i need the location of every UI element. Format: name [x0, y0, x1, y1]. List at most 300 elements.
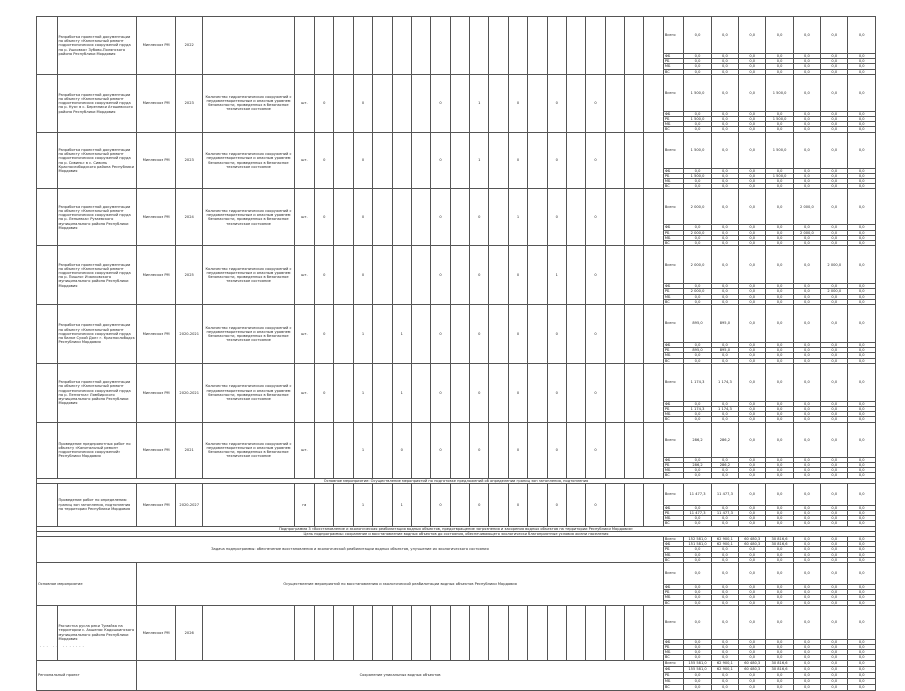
finance-value-cell: 0,0: [684, 17, 711, 54]
finance-value-cell: 0,0: [766, 672, 793, 678]
finance-source-cell: РБ: [663, 407, 684, 412]
indicator-value-cell: 0: [586, 363, 605, 422]
finance-value-cell: 0,0: [711, 516, 738, 521]
finance-value-cell: 0,0: [739, 54, 766, 59]
finance-source-cell: РБ: [663, 462, 684, 467]
finance-value-cell: 0,0: [848, 69, 876, 74]
row-number-cell: [37, 483, 58, 526]
finance-value-cell: 0,0: [739, 127, 766, 132]
finance-value-cell: 0,0: [739, 64, 766, 69]
finance-value-cell: 0,0: [711, 111, 738, 116]
finance-value-cell: 62 900,1: [711, 536, 738, 541]
finance-value-cell: 0,0: [684, 684, 711, 690]
finance-source-cell: МБ: [663, 678, 684, 684]
finance-source-cell: РБ: [663, 644, 684, 649]
finance-value-cell: 0,0: [848, 672, 876, 678]
finance-source-cell: ВС: [663, 358, 684, 363]
finance-value-cell: 0,0: [711, 64, 738, 69]
finance-value-cell: 0,0: [766, 407, 793, 412]
finance-value-cell: 30 816,6: [766, 542, 793, 547]
finance-source-cell: ВС: [663, 684, 684, 690]
empty-cell: [334, 74, 353, 132]
empty-cell: [373, 305, 392, 364]
finance-value-cell: 0,0: [684, 584, 711, 589]
finance-source-cell: МБ: [663, 235, 684, 240]
empty-cell: [334, 17, 353, 75]
finance-value-cell: 0,0: [766, 122, 793, 127]
indicator-value-cell: [586, 17, 605, 75]
empty-cell: [625, 246, 644, 305]
empty-cell: [334, 132, 353, 189]
empty-cell: [334, 483, 353, 526]
finance-value-cell: 0,0: [793, 358, 820, 363]
finance-value-cell: 0,0: [848, 353, 876, 358]
indicator-value-cell: 0: [547, 363, 566, 422]
finance-value-cell: 0,0: [793, 401, 820, 406]
indicator-value-cell: 0: [431, 305, 450, 364]
finance-value-cell: 0,0: [711, 468, 738, 473]
finance-value-cell: 0,0: [793, 562, 820, 584]
regional-project-text: Сохранение уникальных водных объектов: [137, 660, 664, 690]
finance-source-cell: ВС: [663, 127, 684, 132]
finance-value-cell: 0,0: [766, 684, 793, 690]
indicator-value-cell: [353, 605, 372, 660]
finance-value-cell: 0,0: [684, 562, 711, 584]
finance-value-cell: 0,0: [684, 521, 711, 526]
finance-value-cell: 0,0: [821, 473, 848, 478]
finance-value-cell: 0,0: [793, 684, 820, 690]
finance-value-cell: 0,0: [821, 299, 848, 304]
finance-value-cell: 0,0: [766, 54, 793, 59]
finance-value-cell: 0,0: [684, 644, 711, 649]
finance-value-cell: 0,0: [739, 299, 766, 304]
finance-value-cell: 0,0: [739, 584, 766, 589]
finance-source-cell: ВС: [663, 600, 684, 605]
subprogram-goal: Цель подпрограммы: сохранение и восстановление водных объектов до состояния, обеспечивающего экологически благоприятные условия жизни населения: [37, 531, 876, 536]
finance-value-cell: 0,0: [684, 552, 711, 557]
finance-value-cell: 0,0: [793, 17, 820, 54]
finance-value-cell: 0,0: [711, 235, 738, 240]
finance-source-cell: ФБ: [663, 343, 684, 348]
finance-value-cell: 0,0: [739, 348, 766, 353]
indicator-value-cell: [470, 17, 489, 75]
finance-value-cell: 895,0: [684, 348, 711, 353]
year-cell: 2023: [176, 74, 203, 132]
finance-value-cell: 1 500,0: [684, 173, 711, 178]
finance-value-cell: 0,0: [793, 666, 820, 672]
unit-cell: шт.: [294, 189, 315, 246]
finance-value-cell: 0,0: [821, 639, 848, 644]
empty-cell: [411, 74, 430, 132]
finance-value-cell: 0,0: [793, 122, 820, 127]
finance-source-cell: РБ: [663, 348, 684, 353]
indicator-value-cell: 0: [586, 246, 605, 305]
finance-value-cell: 0,0: [739, 457, 766, 462]
finance-value-cell: 0,0: [739, 422, 766, 457]
finance-value-cell: 0,0: [848, 536, 876, 541]
indicator-value-cell: 0: [470, 422, 489, 478]
finance-value-cell: 11 477,3: [684, 510, 711, 515]
finance-value-cell: 0,0: [848, 17, 876, 54]
finance-value-cell: 0,0: [793, 678, 820, 684]
finance-value-cell: 0,0: [766, 348, 793, 353]
finance-value-cell: 0,0: [711, 557, 738, 562]
finance-value-cell: 0,0: [766, 590, 793, 595]
finance-value-cell: 0,0: [821, 363, 848, 401]
indicator-cell: [203, 17, 294, 75]
finance-source-cell: Всего: [663, 536, 684, 541]
empty-cell: [566, 132, 585, 189]
indicator-value-cell: 0: [431, 189, 450, 246]
indicator-value-cell: 0: [431, 483, 450, 526]
finance-value-cell: 0,0: [793, 64, 820, 69]
finance-value-cell: 0,0: [793, 173, 820, 178]
empty-cell: [411, 305, 430, 364]
empty-cell: [644, 363, 663, 422]
finance-source-cell: ВС: [663, 557, 684, 562]
finance-value-cell: 0,0: [848, 289, 876, 294]
finance-value-cell: 286,2: [684, 462, 711, 467]
finance-value-cell: 0,0: [739, 516, 766, 521]
finance-value-cell: 0,0: [821, 542, 848, 547]
finance-value-cell: 0,0: [684, 241, 711, 246]
indicator-value-cell: 1: [470, 74, 489, 132]
finance-value-cell: 0,0: [848, 666, 876, 672]
finance-source-cell: ФБ: [663, 639, 684, 644]
empty-cell: [566, 605, 585, 660]
finance-value-cell: 0,0: [711, 289, 738, 294]
empty-cell: [566, 363, 585, 422]
finance-source-cell: ФБ: [663, 225, 684, 230]
finance-value-cell: 0,0: [848, 246, 876, 284]
finance-source-cell: МБ: [663, 595, 684, 600]
finance-value-cell: 0,0: [821, 483, 848, 505]
empty-cell: [528, 605, 547, 660]
finance-source-cell: ФБ: [663, 401, 684, 406]
finance-value-cell: 0,0: [848, 510, 876, 515]
indicator-value-cell: 0: [470, 189, 489, 246]
event-name-cell: Разработка проектной документации по объекту «Капитальный ремонт гидротехнических сооружений пруда на р. Ушковка» Зубово-Полянского района Республики Мордовия: [57, 17, 137, 75]
finance-value-cell: 0,0: [821, 69, 848, 74]
finance-value-cell: 0,0: [739, 605, 766, 639]
year-cell: 2021: [176, 422, 203, 478]
empty-cell: [528, 246, 547, 305]
empty-cell: [528, 17, 547, 75]
empty-cell: [625, 305, 644, 364]
table-row: [37, 536, 876, 541]
finance-value-cell: 0,0: [848, 422, 876, 457]
empty-cell: [625, 483, 644, 526]
table-row: [37, 562, 876, 584]
finance-value-cell: 0,0: [848, 600, 876, 605]
finance-value-cell: 0,0: [739, 401, 766, 406]
finance-value-cell: 0,0: [739, 468, 766, 473]
finance-value-cell: 0,0: [684, 639, 711, 644]
finance-value-cell: 0,0: [821, 584, 848, 589]
finance-value-cell: 0,0: [684, 590, 711, 595]
program-table: [36, 16, 876, 691]
finance-value-cell: 0,0: [848, 111, 876, 116]
finance-value-cell: 0,0: [793, 343, 820, 348]
finance-value-cell: 0,0: [821, 353, 848, 358]
finance-value-cell: 0,0: [793, 468, 820, 473]
unit-cell: га: [294, 483, 315, 526]
indicator-value-cell: 0: [586, 132, 605, 189]
finance-source-cell: ВС: [663, 241, 684, 246]
row-number-cell: [37, 363, 58, 422]
finance-value-cell: 0,0: [848, 401, 876, 406]
indicator-value-cell: [392, 189, 411, 246]
empty-cell: [489, 483, 508, 526]
finance-value-cell: 0,0: [821, 678, 848, 684]
finance-value-cell: 0,0: [821, 590, 848, 595]
finance-value-cell: 0,0: [821, 358, 848, 363]
finance-value-cell: 0,0: [684, 59, 711, 64]
finance-value-cell: 0,0: [739, 225, 766, 230]
finance-value-cell: 0,0: [711, 600, 738, 605]
finance-value-cell: 0,0: [793, 412, 820, 417]
finance-value-cell: 0,0: [766, 189, 793, 225]
finance-value-cell: 0,0: [766, 557, 793, 562]
indicator-value-cell: [431, 17, 450, 75]
finance-value-cell: 0,0: [766, 241, 793, 246]
finance-source-cell: ФБ: [663, 54, 684, 59]
finance-source-cell: ФБ: [663, 457, 684, 462]
indicator-value-cell: 1: [353, 483, 372, 526]
finance-source-cell: ВС: [663, 473, 684, 478]
indicator-value-cell: 1: [392, 483, 411, 526]
empty-cell: [528, 422, 547, 478]
finance-source-cell: РБ: [663, 672, 684, 678]
indicator-value-cell: [586, 605, 605, 660]
finance-value-cell: 0,0: [848, 225, 876, 230]
empty-cell: [489, 189, 508, 246]
finance-value-cell: 0,0: [848, 358, 876, 363]
finance-value-cell: 0,0: [793, 521, 820, 526]
empty-cell: [334, 363, 353, 422]
finance-value-cell: 0,0: [793, 294, 820, 299]
finance-value-cell: 0,0: [684, 417, 711, 422]
year-cell: 2024: [176, 189, 203, 246]
empty-cell: [644, 422, 663, 478]
finance-value-cell: 0,0: [821, 468, 848, 473]
finance-value-cell: 0,0: [821, 600, 848, 605]
finance-value-cell: 0,0: [821, 284, 848, 289]
finance-value-cell: 0,0: [739, 184, 766, 189]
empty-cell: [373, 74, 392, 132]
finance-value-cell: 286,2: [711, 422, 738, 457]
event-name-cell: Разработка проектной документации по объекту «Капитальный ремонт гидротехнических сооружений пруда на р. Лепьевка» Рузаевского муниципального района Республики Мордовия: [57, 189, 137, 246]
indicator-value-cell: 0: [508, 132, 527, 189]
indicator-value-cell: 0: [353, 189, 372, 246]
finance-value-cell: 0,0: [739, 678, 766, 684]
row-number-cell: [37, 422, 58, 478]
empty-cell: [489, 305, 508, 364]
indicator-cell: Количество гидротехнических сооружений с неудовлетворительным и опасным уровнем безопасности, приведенных в безопасное техническое состояние: [203, 363, 294, 422]
finance-value-cell: 60 480,3: [739, 542, 766, 547]
empty-cell: [605, 305, 624, 364]
finance-value-cell: 0,0: [793, 289, 820, 294]
finance-value-cell: 0,0: [711, 343, 738, 348]
finance-value-cell: 0,0: [739, 74, 766, 111]
finance-value-cell: 0,0: [848, 590, 876, 595]
task-text-cell: Задача подпрограммы: обеспечение восстановления и экологической реабилитации водных объектов, улучшение их экологического состояния: [37, 536, 664, 562]
finance-source-cell: РБ: [663, 117, 684, 122]
finance-value-cell: 0,0: [711, 127, 738, 132]
empty-cell: [644, 17, 663, 75]
finance-value-cell: 0,0: [711, 650, 738, 655]
finance-source-cell: ФБ: [663, 111, 684, 116]
finance-value-cell: 0,0: [848, 678, 876, 684]
finance-value-cell: 0,0: [711, 353, 738, 358]
finance-value-cell: 0,0: [848, 595, 876, 600]
finance-value-cell: 0,0: [793, 179, 820, 184]
indicator-value-cell: [315, 17, 334, 75]
finance-value-cell: 30 816,6: [766, 660, 793, 666]
indicator-value-cell: 1: [353, 422, 372, 478]
finance-value-cell: 0,0: [848, 299, 876, 304]
indicator-value-cell: 0: [586, 305, 605, 364]
finance-value-cell: 0,0: [848, 168, 876, 173]
table-row: [37, 305, 876, 343]
finance-source-cell: МБ: [663, 353, 684, 358]
event-name-cell: Разработка проектной документации по объекту «Капитальный ремонт гидротехнических сооружений пруда на р. Нуя» в с. Березники Атяшевского района Республики Мордовия: [57, 74, 137, 132]
finance-value-cell: 0,0: [821, 552, 848, 557]
finance-value-cell: 0,0: [766, 343, 793, 348]
finance-value-cell: 0,0: [766, 584, 793, 589]
finance-source-cell: МБ: [663, 179, 684, 184]
indicator-value-cell: [392, 74, 411, 132]
empty-cell: [373, 17, 392, 75]
executor-cell: Минлесхоз РМ: [137, 363, 176, 422]
finance-value-cell: 0,0: [684, 64, 711, 69]
finance-value-cell: 0,0: [684, 678, 711, 684]
finance-value-cell: 0,0: [739, 235, 766, 240]
empty-cell: [566, 246, 585, 305]
finance-value-cell: 0,0: [848, 305, 876, 343]
finance-value-cell: 0,0: [848, 650, 876, 655]
empty-cell: [528, 305, 547, 364]
finance-value-cell: 0,0: [739, 417, 766, 422]
finance-value-cell: 0,0: [711, 584, 738, 589]
empty-cell: [373, 132, 392, 189]
finance-value-cell: 0,0: [821, 557, 848, 562]
indicator-value-cell: [547, 17, 566, 75]
indicator-value-cell: 0: [431, 132, 450, 189]
finance-value-cell: 0,0: [739, 407, 766, 412]
empty-cell: [605, 17, 624, 75]
finance-value-cell: 0,0: [766, 605, 793, 639]
finance-value-cell: 0,0: [684, 505, 711, 510]
empty-cell: [528, 189, 547, 246]
finance-value-cell: 0,0: [739, 557, 766, 562]
table-row: [37, 246, 876, 284]
finance-value-cell: 0,0: [711, 284, 738, 289]
finance-value-cell: 0,0: [793, 516, 820, 521]
finance-value-cell: 0,0: [684, 353, 711, 358]
finance-value-cell: 0,0: [766, 363, 793, 401]
finance-source-cell: МБ: [663, 122, 684, 127]
empty-cell: [528, 483, 547, 526]
finance-value-cell: 0,0: [821, 505, 848, 510]
finance-value-cell: 0,0: [711, 225, 738, 230]
finance-value-cell: 2 000,0: [684, 230, 711, 235]
finance-value-cell: 0,0: [848, 655, 876, 660]
finance-value-cell: 0,0: [793, 284, 820, 289]
finance-value-cell: 0,0: [739, 17, 766, 54]
finance-value-cell: 0,0: [739, 562, 766, 584]
empty-cell: [605, 246, 624, 305]
finance-value-cell: 0,0: [793, 184, 820, 189]
finance-value-cell: 0,0: [848, 552, 876, 557]
finance-value-cell: 0,0: [766, 127, 793, 132]
finance-value-cell: 0,0: [739, 284, 766, 289]
finance-value-cell: 0,0: [684, 605, 711, 639]
empty-cell: [528, 74, 547, 132]
finance-value-cell: 11 477,3: [711, 483, 738, 505]
finance-source-cell: РБ: [663, 59, 684, 64]
finance-value-cell: 0,0: [821, 235, 848, 240]
finance-value-cell: 0,0: [793, 417, 820, 422]
finance-value-cell: 0,0: [848, 547, 876, 552]
finance-source-cell: Всего: [663, 132, 684, 168]
table-row: [37, 363, 876, 401]
finance-value-cell: 0,0: [766, 401, 793, 406]
unit-cell: шт.: [294, 74, 315, 132]
subprogram-title: Подпрограмма 3 «Восстановление и экологическая реабилитация водных объектов, предотвращение загрязнения и засорения водных объектов на территории Республики Мордовия»: [37, 526, 876, 531]
finance-value-cell: 0,0: [684, 122, 711, 127]
finance-value-cell: 0,0: [711, 521, 738, 526]
finance-value-cell: 0,0: [848, 562, 876, 584]
finance-value-cell: 0,0: [766, 353, 793, 358]
finance-value-cell: 62 900,1: [711, 666, 738, 672]
finance-value-cell: 11 477,3: [711, 510, 738, 515]
finance-value-cell: 155 581,0: [684, 666, 711, 672]
empty-cell: [489, 605, 508, 660]
finance-value-cell: 0,0: [848, 505, 876, 510]
indicator-value-cell: 0: [586, 483, 605, 526]
finance-value-cell: 1 174,3: [711, 363, 738, 401]
empty-cell: [373, 422, 392, 478]
finance-value-cell: 0,0: [821, 684, 848, 690]
finance-source-cell: ФБ: [663, 284, 684, 289]
finance-value-cell: 0,0: [821, 168, 848, 173]
finance-value-cell: 1 174,3: [684, 407, 711, 412]
finance-value-cell: 0,0: [711, 595, 738, 600]
finance-value-cell: 0,0: [766, 412, 793, 417]
finance-value-cell: 2 000,0: [821, 289, 848, 294]
finance-source-cell: ВС: [663, 299, 684, 304]
finance-value-cell: 0,0: [821, 457, 848, 462]
indicator-value-cell: 1: [392, 363, 411, 422]
row-number-cell: [37, 305, 58, 364]
finance-value-cell: 0,0: [766, 562, 793, 584]
finance-value-cell: 0,0: [821, 672, 848, 678]
finance-value-cell: 0,0: [848, 173, 876, 178]
indicator-value-cell: [392, 246, 411, 305]
event-name-cell: Проведение работ по определению границ зон затопления, подтопления на территории Республики Мордовия: [57, 483, 137, 526]
row-number-cell: [37, 246, 58, 305]
finance-value-cell: 0,0: [739, 168, 766, 173]
empty-cell: [566, 189, 585, 246]
finance-value-cell: 0,0: [821, 547, 848, 552]
finance-value-cell: 0,0: [793, 660, 820, 666]
empty-cell: [373, 246, 392, 305]
finance-value-cell: 0,0: [684, 655, 711, 660]
finance-value-cell: 0,0: [821, 605, 848, 639]
finance-value-cell: 0,0: [711, 417, 738, 422]
empty-cell: [625, 189, 644, 246]
